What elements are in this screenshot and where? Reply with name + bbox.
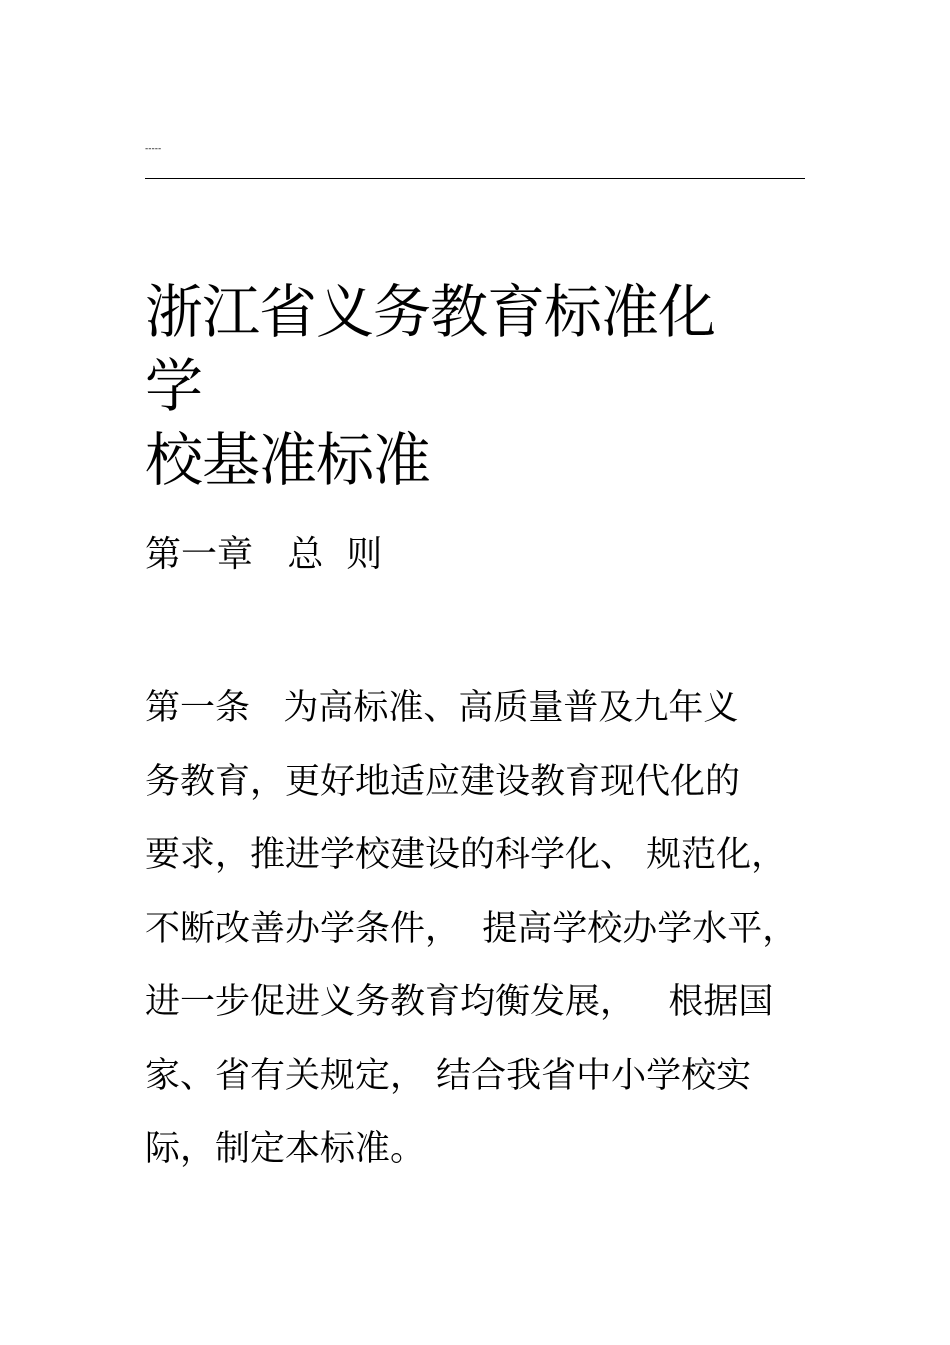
article-line: 不断改善办学条件， 提高学校办学水平， (145, 908, 798, 949)
article-line: 进一步促进义务教育均衡发展， 根据国 (145, 982, 774, 1022)
article-line: 务教育，更好地适应建设教育现代化的 (145, 761, 741, 802)
article-label: 第一条 (145, 688, 251, 728)
header-rule (145, 178, 805, 179)
document-title (145, 275, 765, 497)
article-line: 际，制定本标准。 (145, 1129, 426, 1169)
article-line: 家、省有关规定， 结合我省中小学校实 (145, 1055, 752, 1096)
header-mark: ----- (145, 144, 162, 154)
document-title-line-1: 浙江省义务教育标准化学 (145, 278, 716, 420)
chapter-heading: 第一章 总 则 (145, 534, 383, 575)
article-paragraph (145, 672, 807, 1187)
article-line: 为高标准、高质量普及九年义 (250, 688, 739, 728)
document-title-line-2: 校基准标准 (145, 426, 431, 494)
article-line: 要求，推进学校建设的科学化、 规范化， (145, 835, 787, 875)
